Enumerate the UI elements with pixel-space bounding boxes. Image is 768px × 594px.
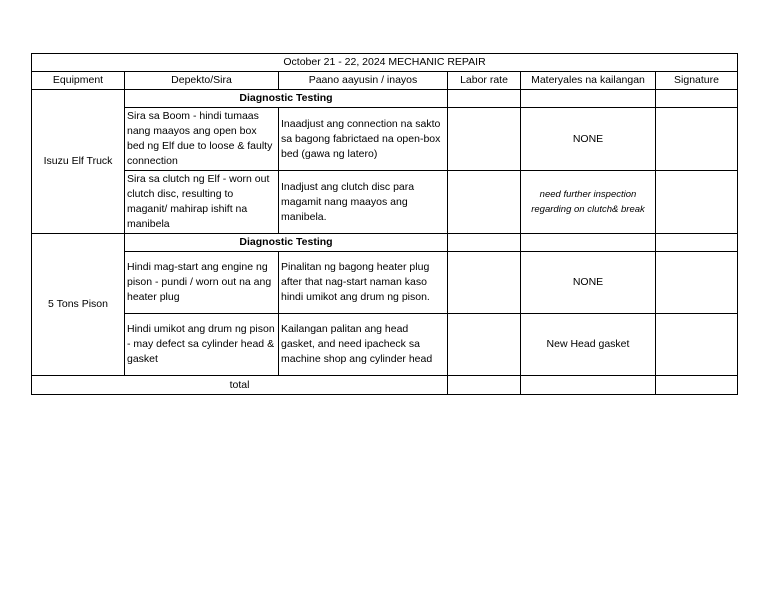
- total-label: total: [32, 376, 448, 395]
- empty-cell: [448, 234, 521, 252]
- header-fix: Paano aayusin / inayos: [279, 72, 448, 90]
- materials-cell: NONE: [521, 252, 656, 314]
- fix-cell: Inadjust ang clutch disc para magamit nang maayos ang manibela.: [279, 171, 448, 234]
- empty-cell: [656, 234, 738, 252]
- materials-cell: New Head gasket: [521, 314, 656, 376]
- total-labor-rate-cell: [448, 376, 521, 395]
- defect-cell: Sira sa Boom - hindi tumaas nang maayos ang open box bed ng Elf due to loose & faulty connection: [125, 108, 279, 171]
- mechanic-repair-table: [31, 53, 738, 395]
- header-equipment: Equipment: [32, 72, 125, 90]
- equipment-cell: 5 Tons Pison: [32, 234, 125, 376]
- signature-cell: [656, 171, 738, 234]
- empty-cell: [521, 234, 656, 252]
- defect-cell: Hindi mag-start ang engine ng pison - pundi / worn out na ang heater plug: [125, 252, 279, 314]
- total-signature-cell: [656, 376, 738, 395]
- signature-cell: [656, 108, 738, 171]
- header-defect: Depekto/Sira: [125, 72, 279, 90]
- fix-cell: Kailangan palitan ang head gasket, and need ipacheck sa machine shop ang cylinder head: [279, 314, 448, 376]
- title-row: [32, 54, 738, 72]
- table-row: [32, 252, 738, 314]
- header-row: [32, 72, 738, 90]
- materials-cell: NONE: [521, 108, 656, 171]
- header-materials: Materyales na kailangan: [521, 72, 656, 90]
- header-labor-rate: Labor rate: [448, 72, 521, 90]
- empty-cell: [656, 90, 738, 108]
- table-row: [32, 171, 738, 234]
- labor-rate-cell: [448, 108, 521, 171]
- materials-cell: need further inspection regarding on clutch& break: [521, 171, 656, 234]
- labor-rate-cell: [448, 171, 521, 234]
- equipment-cell: Isuzu Elf Truck: [32, 90, 125, 234]
- section-row: [32, 90, 738, 108]
- defect-cell: Hindi umikot ang drum ng pison - may defect sa cylinder head & gasket: [125, 314, 279, 376]
- fix-cell: Inaadjust ang connection na sakto sa bagong fabrictaed na open-box bed (gawa ng latero): [279, 108, 448, 171]
- defect-cell: Sira sa clutch ng Elf - worn out clutch disc, resulting to maganit/ mahirap ishift na manibela: [125, 171, 279, 234]
- total-row: [32, 376, 738, 395]
- section-row: [32, 234, 738, 252]
- labor-rate-cell: [448, 252, 521, 314]
- report-title: October 21 - 22, 2024 MECHANIC REPAIR: [32, 54, 738, 72]
- section-label: Diagnostic Testing: [125, 234, 448, 252]
- empty-cell: [521, 90, 656, 108]
- signature-cell: [656, 314, 738, 376]
- table-row: [32, 108, 738, 171]
- labor-rate-cell: [448, 314, 521, 376]
- fix-cell: Pinalitan ng bagong heater plug after that nag-start naman kaso hindi umikot ang drum ng pison.: [279, 252, 448, 314]
- table-row: [32, 314, 738, 376]
- section-label: Diagnostic Testing: [125, 90, 448, 108]
- header-signature: Signature: [656, 72, 738, 90]
- empty-cell: [448, 90, 521, 108]
- total-materials-cell: [521, 376, 656, 395]
- signature-cell: [656, 252, 738, 314]
